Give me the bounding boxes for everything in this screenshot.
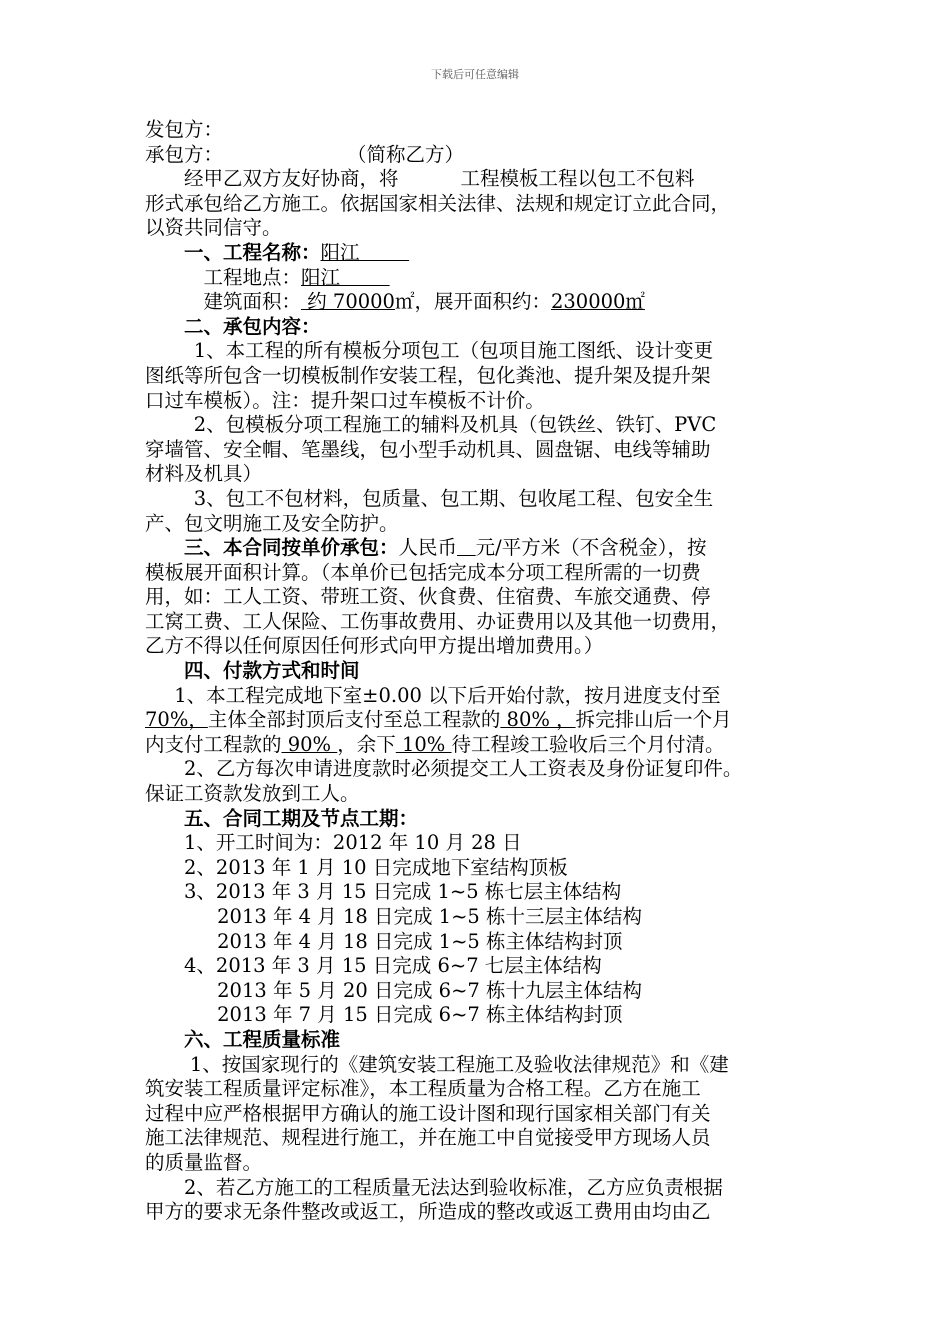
line-text: 乙方不得以任何原因任何形式向甲方提出增加费用。） (145, 634, 604, 658)
line-text: 工窝工费、工人保险、工伤事故费用、办证费用以及其他一切费用， (145, 609, 731, 633)
filled-blank: 70%， (145, 708, 208, 732)
text-line (145, 757, 825, 782)
section-heading: 六、工程质量标准 (184, 1027, 341, 1051)
text-line (145, 1003, 825, 1028)
section-heading: 四、付款方式和时间 (184, 659, 360, 683)
line-text: 主体全部封顶后支付至总工程款的 (207, 708, 501, 732)
text-line (145, 216, 825, 241)
filled-blank: 阳江 (320, 240, 410, 264)
text-line (145, 167, 825, 192)
text-line (145, 610, 825, 635)
contract-body (145, 118, 825, 1225)
line-text: 承包方： （简称乙方） (145, 142, 464, 166)
page-header: 下载后可任意编辑 (431, 68, 519, 81)
line-text: 保证工资款发放到工人。 (145, 782, 360, 806)
line-text: 内支付工程款的 (145, 732, 282, 756)
line-text: 拆完排山后一个月 (575, 708, 732, 732)
text-line (145, 315, 825, 340)
filled-blank: 80% ， (500, 708, 576, 732)
line-text: 1、本工程完成地下室±0.00 以下后开始付款，按月进度支付至 (174, 683, 721, 707)
text-line (145, 1151, 825, 1176)
line-text: 模板展开面积计算。（本单价已包括完成本分项工程所需的一切费 (145, 560, 701, 584)
line-text: 穿墙管、安全帽、笔墨线，包小型手动机具、圆盘锯、电线等辅助 (145, 437, 711, 461)
line-text: 2、若乙方施工的工程质量无法达到验收标准，乙方应负责根据 (184, 1175, 723, 1199)
line-text: 2013 年 4 月 18 日完成 1~5 栋主体结构封顶 (217, 929, 623, 953)
text-line (145, 733, 825, 758)
text-line (145, 118, 825, 143)
text-line (145, 807, 825, 832)
line-text: 3、包工不包材料，包质量、包工期、包收尾工程、包安全生 (193, 486, 714, 510)
text-line (145, 979, 825, 1004)
line-text: 待工程竣工验收后三个月付清。 (451, 732, 725, 756)
line-text: 2、乙方每次申请进度款时必须提交工人工资表及身份证复印件。 (184, 757, 743, 781)
text-line (145, 1053, 825, 1078)
line-text: 2013 年 7 月 15 日完成 6~7 栋主体结构封顶 (217, 1003, 623, 1027)
filled-blank: 90% (281, 732, 338, 756)
line-text: 2、包模板分项工程施工的辅料及机具（包铁丝、铁钉、PVC (193, 413, 717, 437)
text-line (145, 512, 825, 537)
text-line (145, 585, 825, 610)
section-heading: 五、合同工期及节点工期： (184, 806, 419, 830)
line-text: 2、2013 年 1 月 10 日完成地下室结构顶板 (184, 855, 568, 879)
line-text: 施工法律规范、规程进行施工，并在施工中自觉接受甲方现场人员 (145, 1126, 711, 1150)
line-text: 4、2013 年 3 月 15 日完成 6~7 七层主体结构 (184, 954, 602, 978)
text-line (145, 684, 825, 709)
line-text: 2013 年 4 月 18 日完成 1~5 栋十三层主体结构 (217, 905, 643, 928)
filled-blank: 10% (395, 732, 452, 756)
filled-blank: 约 70000 (301, 290, 395, 314)
text-line (145, 659, 825, 684)
filled-blank: 230000㎡ (550, 290, 645, 314)
line-text: 1、开工时间为：2012 年 10 月 28 日 (184, 831, 522, 855)
text-line (145, 856, 825, 881)
line-text: 图纸等所包含一切模板制作安装工程，包化粪池、提升架及提升架 (145, 363, 711, 387)
text-line (145, 192, 825, 217)
line-text: 过程中应严格根据甲方确认的施工设计图和现行国家相关部门有关 (145, 1101, 711, 1125)
line-text: ㎡，展开面积约： (394, 290, 551, 314)
text-line (145, 905, 825, 930)
line-text: 的质量监督。 (145, 1150, 263, 1174)
text-line (145, 339, 825, 364)
line-text: 口过车模板）。注：提升架口过车模板不计价。 (145, 388, 545, 412)
line-text: 筑安装工程质量评定标准》，本工程质量为合格工程。乙方在施工 (145, 1077, 701, 1101)
line-text: 发包方： (145, 118, 224, 141)
line-text: 建筑面积： (203, 290, 302, 314)
text-line (145, 1176, 825, 1201)
line-text: 用，如：工人工资、带班工资、伙食费、住宿费、车旅交通费、停 (145, 585, 711, 609)
text-line (145, 364, 825, 389)
line-text: 形式承包给乙方施工。依据国家相关法律、法规和规定订立此合同， (145, 191, 731, 215)
text-line (145, 266, 825, 291)
text-line (145, 536, 825, 561)
section-heading: 二、承包内容： (184, 314, 321, 338)
line-text: 甲方的要求无条件整改或返工，所造成的整改或返工费用由均由乙 (145, 1200, 711, 1224)
section-heading: 一、工程名称： (184, 240, 321, 264)
line-text: ，余下 (337, 732, 396, 756)
line-text: 1、本工程的所有模板分项包工（包项目施工图纸、设计变更 (193, 339, 714, 363)
line-text: 工程地点： (203, 265, 302, 289)
text-line (145, 634, 825, 659)
text-line (145, 561, 825, 586)
text-line (145, 487, 825, 512)
line-text: 人民币 (398, 536, 458, 560)
line-text: 1、按国家现行的《建筑安装工程施工及验收法律规范》和《建 (189, 1052, 729, 1076)
text-line (145, 1102, 825, 1127)
text-line (145, 782, 825, 807)
text-line (145, 1028, 825, 1053)
line-text: 元/平方米（不含税金），按 (475, 536, 707, 560)
line-text: 3、2013 年 3 月 15 日完成 1~5 栋七层主体结构 (184, 880, 622, 904)
text-line (145, 143, 825, 168)
line-text: 以资共同信守。 (145, 216, 282, 240)
text-line (145, 1200, 825, 1225)
filled-blank: 阳江 (301, 265, 390, 289)
text-line (145, 438, 825, 463)
text-line (145, 389, 825, 414)
text-line (145, 462, 825, 487)
text-line (145, 1077, 825, 1102)
text-line (145, 954, 825, 979)
text-line (145, 241, 825, 266)
line-text: 产、包文明施工及安全防护。 (145, 511, 399, 535)
text-line (145, 930, 825, 955)
section-heading: 三、本合同按单价承包： (184, 536, 399, 560)
text-line (145, 1126, 825, 1151)
text-line (145, 880, 825, 905)
line-text: 经甲乙双方友好协商，将 工程模板工程以包工不包料 (184, 167, 695, 191)
text-line (145, 413, 825, 438)
text-line (145, 831, 825, 856)
text-line (145, 290, 825, 315)
filled-blank (457, 536, 476, 559)
line-text: 2013 年 5 月 20 日完成 6~7 栋十九层主体结构 (217, 978, 643, 1002)
text-line (145, 708, 825, 733)
line-text: 材料及机具） (145, 462, 263, 486)
